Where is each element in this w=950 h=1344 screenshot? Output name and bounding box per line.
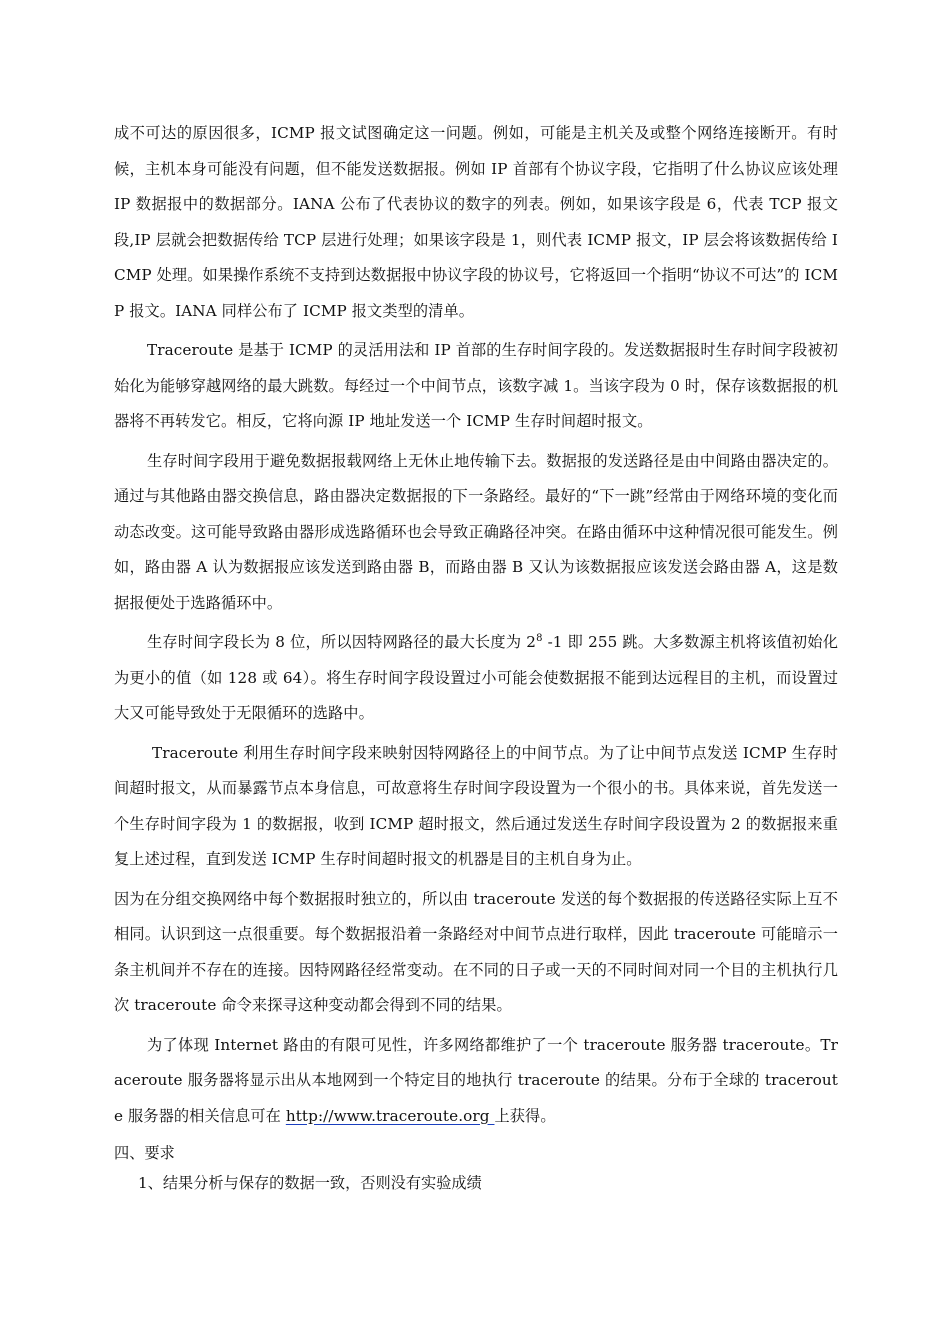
paragraph-traceroute-servers-text-2: 上获得。 bbox=[494, 1106, 556, 1125]
paragraph-ttl-purpose: 生存时间字段用于避免数据报载网络上无休止地传输下去。数据报的发送路径是由中间路由器决定的。通过与其他路由器交换信息，路由器决定数据报的下一条路经。最好的“下一跳”经常由于网络环境的变化而动态改变。这可能导致路由器形成选路循环也会导致正确路径冲突。在路由循环中这种情况很可能发生。例如，路由器 A 认为数据报应该发送到路由器 B，而路由器 B 又认为该数据报应该发送会路由器 A，这是数据报便处于选路循环中。 bbox=[114, 451, 838, 612]
paragraph-traceroute-servers bbox=[114, 1028, 838, 1135]
section-heading-requirements: 四、要求 bbox=[114, 1144, 175, 1162]
paragraph-ttl-length-text-2: -1 即 255 跳。大多数源主机将该值初始化为更小的值（如 128 或 64）。将生存时间字段设置过小可能会使数据报不能到达远程目的主机，而设置过大又可能导致处于无限循环的选路中。 bbox=[114, 633, 839, 722]
paragraph-icmp-unreachable: 成不可达的原因很多，ICMP 报文试图确定这一问题。例如，可能是主机关及或整个网络连接断开。有时候，主机本身可能没有问题，但不能发送数据报。例如 IP 首部有个协议字段，它指明了什么协议应该处理 IP 数据报中的数据部分。IANA 公布了代表协议的数字的列表。例如，如果该字段是 6，代表 TCP 报文段,IP 层就会把数据传给 TCP 层进行处理；如果该字段是 1，则代表 ICMP 报文，IP 层会将该数据传给 ICMP 处理。如果操作系统不支持到达数据报中协议字段的协议号，它将返回一个指明“协议不可达”的 ICMP 报文。IANA 同样公布了 ICMP 报文类型的清单。 bbox=[114, 124, 838, 320]
document-page bbox=[114, 116, 838, 1198]
paragraph-independent-datagrams: 因为在分组交换网络中每个数据报时独立的，所以由 traceroute 发送的每个数据报的传送路径实际上互不相同。认识到这一点很重要。每个数据报沿着一条路经对中间节点进行取样，因此 traceroute 可能暗示一条主机间并不存在的连接。因特网路径经常变动。在不同的日子或一天的不同时间对同一个目的主机执行几次 traceroute 命令来探寻这种变动都会得到不同的结果。 bbox=[114, 889, 838, 1014]
traceroute-org-link[interactable]: http://www.traceroute.org bbox=[285, 1106, 495, 1125]
paragraph-traceroute-servers-text-1: 为了体现 Internet 路由的有限可见性，许多网络都维护了一个 traceroute 服务器 traceroute。Traceroute 服务器将显示出从本地网到一个特定目的地执行 traceroute 的结果。分布于全球的 traceroute 服务器的相关信息可在 bbox=[114, 1035, 838, 1125]
exponent: 8 bbox=[536, 633, 543, 644]
requirement-item: 1、结果分析与保存的数据一致，否则没有实验成绩 bbox=[138, 1174, 482, 1192]
paragraph-traceroute-mapping: Traceroute 利用生存时间字段来映射因特网路径上的中间节点。为了让中间节点发送 ICMP 生存时间超时报文，从而暴露节点本身信息，可故意将生存时间字段设置为一个很小的书。具体来说，首先发送一个生存时间字段为 1 的数据报，收到 ICMP 超时报文，然后通过发送生存时间字段设置为 2 的数据报来重复上述过程，直到发送 ICMP 生存时间超时报文的机器是目的主机自身为止。 bbox=[114, 743, 838, 868]
paragraph-ttl-length bbox=[114, 625, 838, 732]
paragraph-traceroute-basis: Traceroute 是基于 ICMP 的灵活用法和 IP 首部的生存时间字段的。发送数据报时生存时间字段被初始化为能够穿越网络的最大跳数。每经过一个中间节点，该数字减 1。当该字段为 0 时，保存该数据报的机器将不再转发它。相反，它将向源 IP 地址发送一个 ICMP 生存时间超时报文。 bbox=[114, 341, 838, 430]
paragraph-ttl-length-text-1: 生存时间字段长为 8 位，所以因特网路径的最大长度为 2 bbox=[147, 633, 537, 651]
